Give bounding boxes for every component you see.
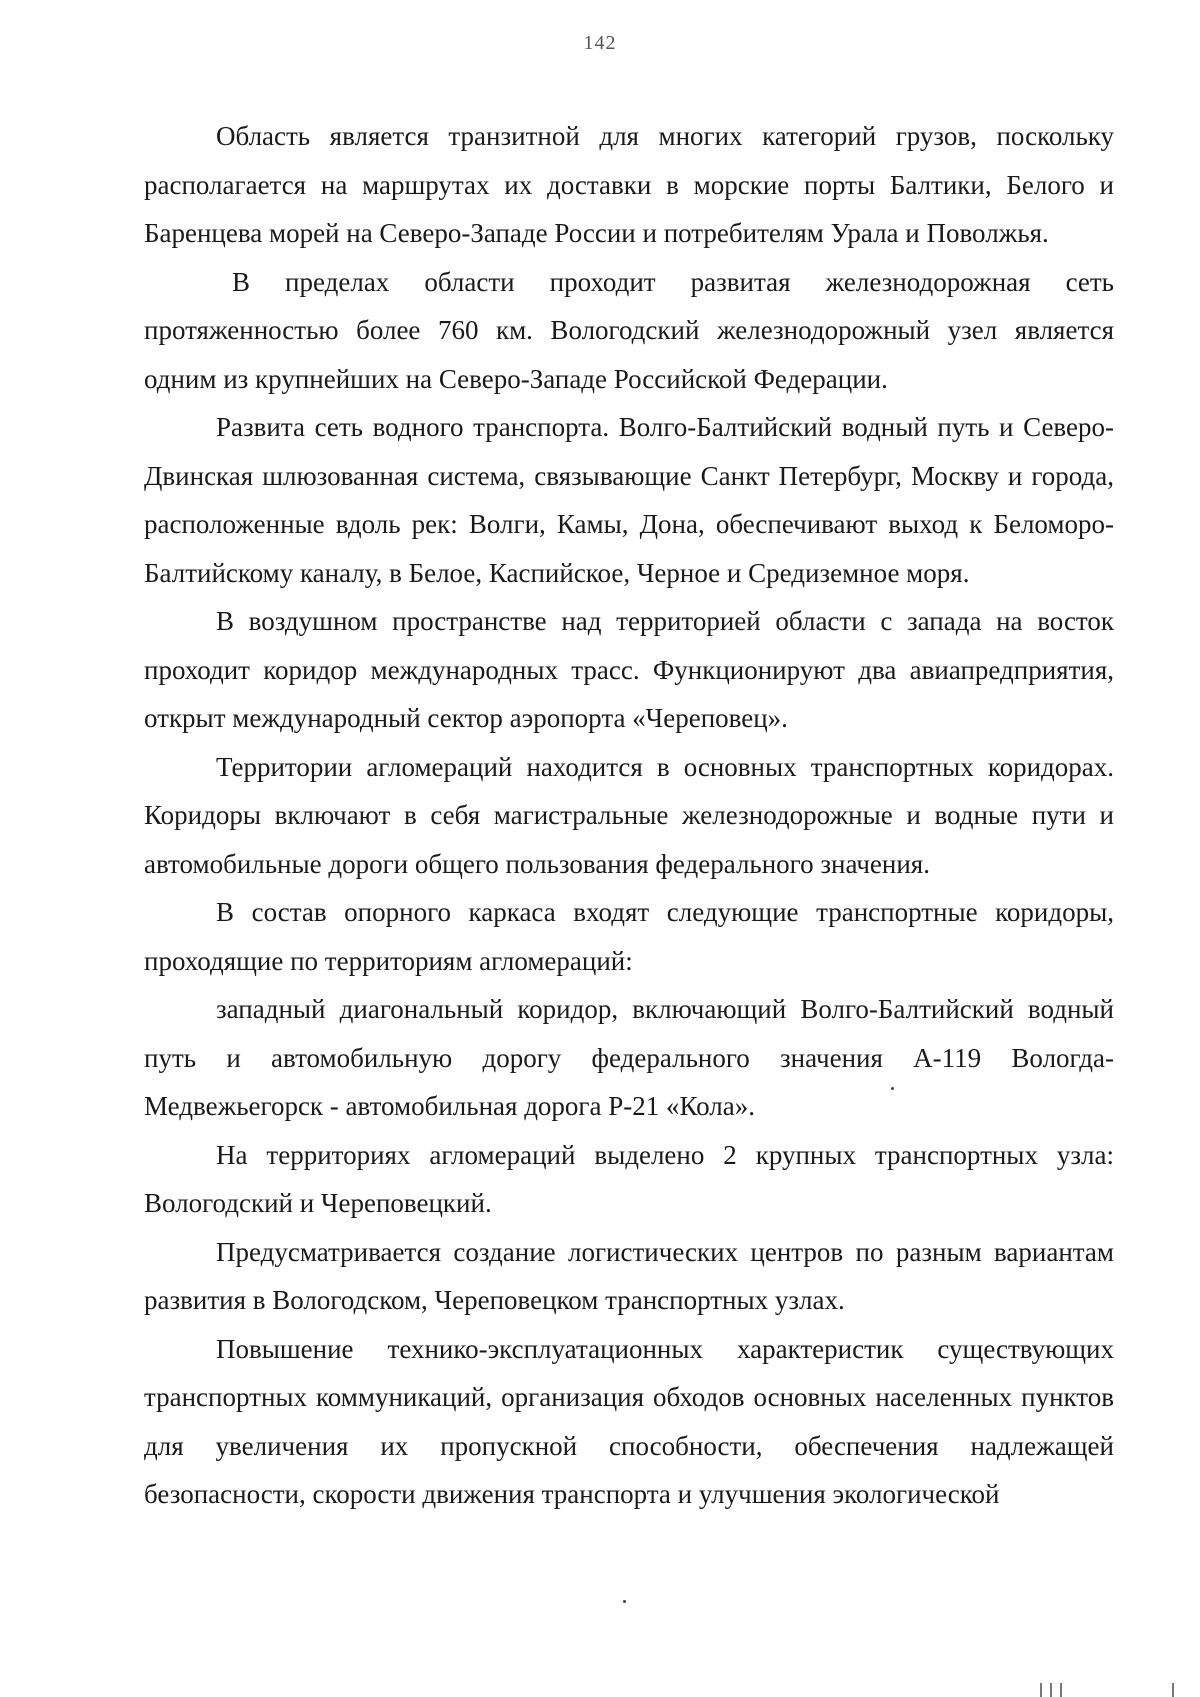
scan-edge-mark: [1050, 1683, 1052, 1697]
paragraph-infrastructure-improvement: Повышение технико-эксплуатационных характеристик существующих транспортных коммуникаций, организация обходов основных населенных пунктов для увеличения их пропускной способности, обеспечения надлежащей безопасности, скорости движения транспорта и улучшения экологической: [144, 1333, 1114, 1509]
paragraph-western-corridor: западный диагональный коридор, включающий Волго-Балтийский водный путь и автомобильную дорогу федерального значения А-119 Вологда-Медвежьегорск - автомобильная дорога Р-21 «Кола».: [144, 994, 1114, 1121]
scan-edge-mark: [1040, 1683, 1042, 1697]
paragraph-transit-region: Область является транзитной для многих категорий грузов, поскольку располагается на маршрутах их доставки в морские порты Балтики, Белого и Баренцева морей на Северо-Западе России и потребителям Урала и Поволжья.: [144, 121, 1114, 248]
scan-artifact-dot: [891, 1087, 894, 1090]
scan-artifact-dot: [623, 1600, 626, 1603]
paragraph-air-space: В воздушном пространстве над территорией области с запада на восток проходит коридор международных трасс. Функционируют два авиапредприятия, открыт международный сектор аэропорта «Череповец».: [144, 606, 1114, 733]
page-number: 142: [583, 32, 617, 54]
paragraph-logistics-centers: Предусматривается создание логистических центров по разным вариантам развития в Вологодском, Череповецком транспортных узлах.: [144, 1236, 1114, 1315]
paragraph-railway-network: В пределах области проходит развитая железнодорожная сеть протяженностью более 760 км. Вологодский железнодорожный узел является одним из крупнейших на Северо-Западе Российской Федерации.: [144, 266, 1114, 394]
scan-edge-mark: [1060, 1683, 1062, 1697]
document-body: [144, 112, 1114, 1519]
paragraph-agglomeration-corridors: Территории агломераций находится в основных транспортных коридорах. Коридоры включают в себя магистральные железнодорожные и водные пути и автомобильные дороги общего пользования федерального значения.: [144, 751, 1114, 879]
scan-edge-mark: [1172, 1683, 1174, 1697]
paragraph-water-transport: Развита сеть водного транспорта. Волго-Балтийский водный путь и Северо-Двинская шлюзованная система, связывающие Санкт Петербург, Москву и города, расположенные вдоль рек: Волги, Камы, Дона, обеспечивают выход к Беломоро-Балтийскому каналу, в Белое, Каспийское, Черное и Средиземное моря.: [144, 412, 1114, 588]
paragraph-transport-hubs: На территориях агломераций выделено 2 крупных транспортных узла: Вологодский и Череповецкий.: [144, 1139, 1114, 1218]
paragraph-support-framework: В состав опорного каркаса входят следующие транспортные коридоры, проходящие по территориям агломераций:: [144, 897, 1114, 976]
